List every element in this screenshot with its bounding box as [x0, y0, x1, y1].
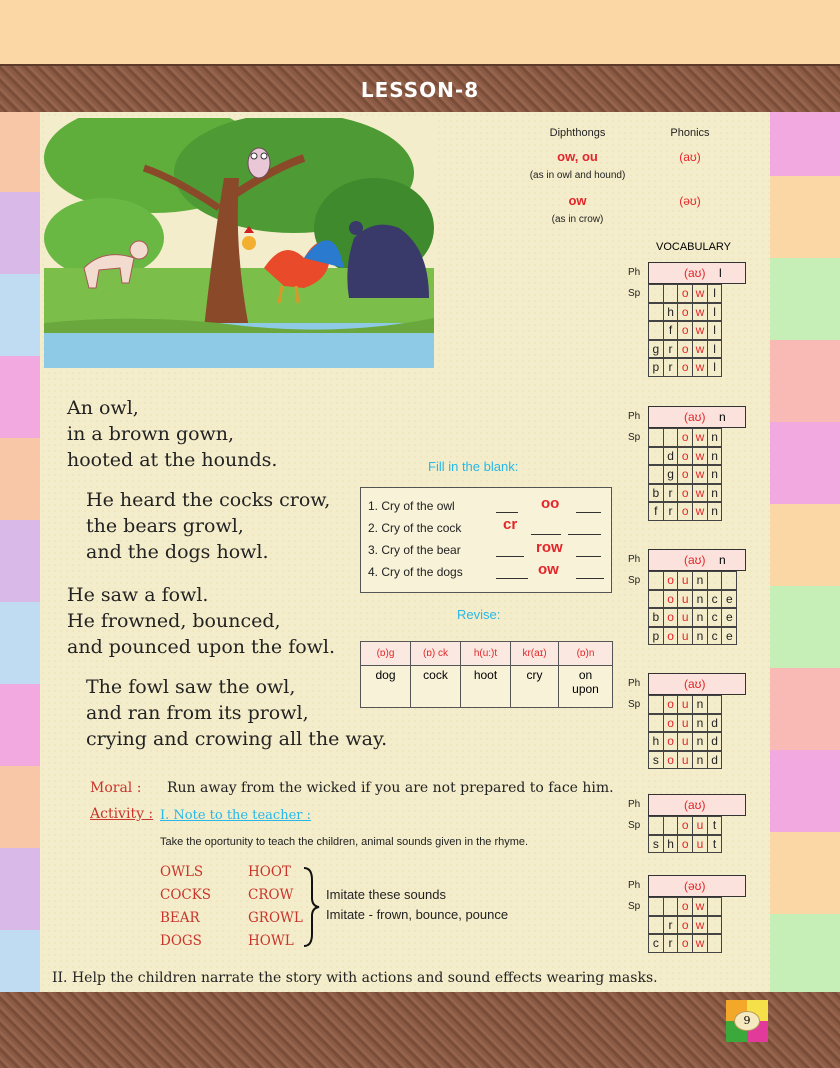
vocab-row [648, 321, 721, 340]
right-stripe-9 [770, 750, 840, 832]
vocab-row [648, 627, 736, 646]
narrate-instruction: II. Help the children narrate the story with actions and sound effects wearing masks. [52, 970, 658, 986]
vocab-letter [648, 916, 664, 935]
vocab-letter: g [663, 465, 679, 484]
poem-line: An owl, [67, 397, 139, 419]
vocab-letter: d [707, 751, 723, 770]
vocab-letter: c [707, 608, 723, 627]
vocab-sp-label: Sp [628, 575, 641, 586]
animal-owls: OWLS [160, 864, 204, 880]
vocab-letter: e [721, 608, 737, 627]
story-illustration [44, 118, 434, 368]
fill-line-1: 1. Cry of the owl [368, 499, 455, 513]
vocab-letter: d [707, 732, 723, 751]
vocab-phonic: (aʊ) [684, 798, 706, 812]
vocab-letter [648, 714, 664, 733]
vocab-letter: w [692, 303, 708, 322]
vocab-letter: d [707, 714, 723, 733]
poem-line: hooted at the hounds. [67, 449, 278, 471]
left-stripe-8 [0, 684, 40, 766]
vocab-letter: e [721, 590, 737, 609]
fill-blank-box [360, 487, 612, 593]
vocab-letter: o [663, 751, 679, 770]
vocab-letter: w [692, 284, 708, 303]
vocab-letter: u [692, 835, 708, 854]
vocab-letter [721, 571, 737, 590]
vocab-phonic-header [648, 406, 746, 428]
revise-value: cry [511, 666, 559, 708]
vocab-letter [648, 428, 664, 447]
vocab-row [648, 465, 721, 484]
diphthongs-heading: Diphthongs [549, 127, 606, 139]
vocab-phonic-tail: n [719, 410, 726, 424]
vocab-row [648, 897, 721, 916]
vocab-letter: n [707, 447, 723, 466]
vocab-row [648, 484, 721, 503]
right-stripe-7 [770, 586, 840, 668]
vocab-letter: p [648, 627, 664, 646]
vocab-row [648, 714, 721, 733]
vocab-letter: n [692, 751, 708, 770]
diphthong-spelling-1: ow, ou [557, 149, 598, 164]
revise-value-on [559, 666, 613, 708]
vocab-letter [648, 695, 664, 714]
vocab-letter: w [692, 934, 708, 953]
vocab-letter [648, 303, 664, 322]
left-stripe-4 [0, 356, 40, 438]
right-stripe-11 [770, 914, 840, 994]
vocab-spelling-grid [648, 571, 736, 645]
vocab-letter: d [663, 447, 679, 466]
right-stripe-8 [770, 668, 840, 750]
vocab-letter: w [692, 321, 708, 340]
vocab-letter: b [648, 608, 664, 627]
vocab-letter: h [648, 732, 664, 751]
vocab-letter: o [663, 732, 679, 751]
vocab-letter: t [707, 835, 723, 854]
revise-header: (ɒ) ck [411, 642, 461, 666]
animal-bear: BEAR [160, 910, 200, 926]
fill-word-1: oo [541, 495, 560, 512]
right-stripe-4 [770, 340, 840, 422]
blank-line [576, 556, 601, 557]
vocab-sp-label: Sp [628, 901, 641, 912]
poem-line: The fowl saw the owl, [86, 676, 296, 698]
vocab-sp-label: Sp [628, 432, 641, 443]
vocab-letter: r [663, 916, 679, 935]
fill-word-4: ow [538, 561, 559, 578]
vocab-letter: c [707, 627, 723, 646]
moral-label: Moral : [90, 780, 142, 796]
vocab-row [648, 732, 721, 751]
blank-line [496, 512, 518, 513]
vocab-letter [707, 916, 723, 935]
vocab-letter: h [663, 835, 679, 854]
vocab-letter: n [707, 502, 723, 521]
vocab-letter [707, 897, 723, 916]
vocab-letter: o [677, 916, 693, 935]
fill-line-3: 3. Cry of the bear [368, 543, 461, 557]
diphthong-phonic-1: (aʊ) [679, 150, 701, 164]
left-stripe-11 [0, 930, 40, 994]
vocab-letter [648, 897, 664, 916]
poem-stanza-1 [67, 395, 277, 473]
left-stripe-9 [0, 766, 40, 848]
vocab-ph-label: Ph [628, 799, 641, 810]
sound-howl: HOWL [248, 933, 294, 949]
blank-line [576, 578, 604, 579]
right-stripe-3 [770, 258, 840, 340]
vocab-letter: u [677, 608, 693, 627]
vocab-row [648, 284, 721, 303]
poem-stanza-4 [86, 674, 387, 752]
diphthong-phonic-2: (əʊ) [679, 194, 701, 208]
vocab-letter: o [677, 835, 693, 854]
vocab-phonic: (əʊ) [684, 879, 706, 893]
page-number: 9 [734, 1011, 760, 1031]
vocab-phonic: (aʊ) [684, 266, 706, 280]
vocab-letter: s [648, 835, 664, 854]
vocab-letter [707, 571, 723, 590]
vocab-letter: o [677, 303, 693, 322]
vocab-row [648, 608, 736, 627]
vocab-letter: o [663, 590, 679, 609]
owl-icon [248, 148, 270, 178]
poem-line: and pounced upon the fowl. [67, 636, 336, 658]
vocab-letter: l [707, 340, 723, 359]
vocab-letter: r [663, 484, 679, 503]
vocab-row [648, 934, 721, 953]
vocab-letter: o [677, 502, 693, 521]
vocab-letter: s [648, 751, 664, 770]
vocab-letter: o [677, 897, 693, 916]
vocab-letter: l [707, 284, 723, 303]
vocab-phonic-header [648, 673, 746, 695]
blank-line [496, 578, 528, 579]
poem-line: the bears growl, [86, 515, 244, 537]
vocab-letter: l [707, 303, 723, 322]
vocab-row [648, 695, 721, 714]
vocab-letter: n [707, 428, 723, 447]
vocab-letter: c [648, 934, 664, 953]
vocab-letter: o [677, 465, 693, 484]
vocab-letter: o [677, 340, 693, 359]
left-stripe-3 [0, 274, 40, 356]
fill-line-4: 4. Cry of the dogs [368, 565, 463, 579]
vocab-ph-label: Ph [628, 554, 641, 565]
vocab-phonic-tail: n [719, 553, 726, 567]
revise-title: Revise: [457, 607, 501, 622]
vocab-letter: n [692, 571, 708, 590]
vocab-letter: c [707, 590, 723, 609]
vocab-letter [648, 571, 664, 590]
vocab-letter: r [663, 340, 679, 359]
curly-brace-icon [300, 866, 322, 948]
vocab-spelling-grid [648, 284, 721, 377]
vocab-letter [648, 816, 664, 835]
note-text: Take the oportunity to teach the children, animal sounds given in the rhyme. [160, 836, 529, 848]
vocab-letter: o [677, 447, 693, 466]
vocab-letter: w [692, 916, 708, 935]
vocab-letter [648, 447, 664, 466]
vocab-letter: f [663, 321, 679, 340]
vocab-phonic-header [648, 262, 746, 284]
imitate-sounds: Imitate these sounds [326, 887, 446, 902]
vocab-letter: n [707, 484, 723, 503]
poem-stanza-3 [67, 582, 335, 660]
vocab-letter: n [692, 714, 708, 733]
activity-label: Activity : [90, 806, 154, 822]
vocab-row [648, 428, 721, 447]
vocab-spelling-grid [648, 695, 721, 769]
vocab-letter [663, 816, 679, 835]
vocab-letter: n [692, 608, 708, 627]
vocab-phonic: (aʊ) [684, 410, 706, 424]
vocab-phonic-header [648, 794, 746, 816]
revise-value: hoot [461, 666, 511, 708]
vocab-letter [648, 465, 664, 484]
revise-value-extra: upon [572, 682, 599, 696]
vocab-letter: e [721, 627, 737, 646]
vocab-letter: n [692, 590, 708, 609]
vocab-letter: n [692, 695, 708, 714]
left-stripe-2 [0, 192, 40, 274]
vocab-letter: o [677, 484, 693, 503]
sound-hoot: HOOT [248, 864, 291, 880]
revise-header: (ɒ)n [559, 642, 613, 666]
vocab-letter: o [663, 627, 679, 646]
vocab-letter [663, 428, 679, 447]
vocab-letter: f [648, 502, 664, 521]
vocab-row [648, 816, 721, 835]
vocab-ph-label: Ph [628, 880, 641, 891]
vocab-letter: u [677, 571, 693, 590]
vocab-spelling-grid [648, 816, 721, 853]
lesson-title: LESSON-8 [360, 78, 480, 102]
vocab-letter: o [677, 428, 693, 447]
bottom-band [0, 992, 840, 1068]
left-stripe-6 [0, 520, 40, 602]
vocab-letter: g [648, 340, 664, 359]
poem-line: in a brown gown, [67, 423, 235, 445]
vocab-letter: t [707, 816, 723, 835]
vocab-letter [648, 284, 664, 303]
blank-line [496, 556, 524, 557]
animal-dogs: DOGS [160, 933, 202, 949]
vocab-ph-label: Ph [628, 678, 641, 689]
right-stripe-6 [770, 504, 840, 586]
revise-header: h(u:)t [461, 642, 511, 666]
vocab-letter: o [663, 714, 679, 733]
vocab-letter: o [677, 358, 693, 377]
poem-line: He heard the cocks crow, [86, 489, 331, 511]
vocab-row [648, 358, 721, 377]
vocab-row [648, 502, 721, 521]
vocab-sp-label: Sp [628, 699, 641, 710]
revise-value: on [578, 668, 593, 682]
vocab-row [648, 340, 721, 359]
vocab-phonic: (aʊ) [684, 677, 706, 691]
revise-table [360, 641, 613, 708]
blank-line [576, 512, 601, 513]
vocab-row [648, 835, 721, 854]
vocabulary-title: VOCABULARY [656, 241, 731, 253]
vocab-letter: o [663, 608, 679, 627]
left-stripe-10 [0, 848, 40, 930]
note-title: I. Note to the teacher : [160, 808, 311, 823]
vocab-letter: p [648, 358, 664, 377]
diphthong-spelling-2: ow [568, 193, 587, 208]
vocab-letter: n [692, 732, 708, 751]
poem-line: He saw a fowl. [67, 584, 209, 606]
revise-value: dog [361, 666, 411, 708]
revise-value: cock [411, 666, 461, 708]
left-stripe-7 [0, 602, 40, 684]
vocab-letter: l [707, 358, 723, 377]
vocab-letter: l [707, 321, 723, 340]
top-band [0, 0, 840, 64]
vocab-letter: w [692, 465, 708, 484]
poem-line: crying and crowing all the way. [86, 728, 388, 750]
vocab-letter: u [677, 714, 693, 733]
right-stripe-5 [770, 422, 840, 504]
vocab-letter: r [663, 358, 679, 377]
right-stripe-2 [770, 176, 840, 258]
vocab-letter: n [707, 465, 723, 484]
vocab-ph-label: Ph [628, 267, 641, 278]
vocab-letter: o [677, 816, 693, 835]
vocab-letter [648, 321, 664, 340]
blank-line [531, 534, 561, 535]
vocab-letter [707, 695, 723, 714]
vocab-letter: w [692, 428, 708, 447]
vocab-letter [648, 590, 664, 609]
diphthong-note-2: (as in crow) [551, 214, 604, 225]
vocab-letter: u [677, 695, 693, 714]
left-stripe-1 [0, 112, 40, 192]
poem-line: He frowned, bounced, [67, 610, 281, 632]
vocab-letter: o [663, 695, 679, 714]
animal-cocks: COCKS [160, 887, 212, 903]
poem-line: and the dogs howl. [86, 541, 269, 563]
poem-line: and ran from its prowl, [86, 702, 309, 724]
vocab-letter: w [692, 340, 708, 359]
vocab-sp-label: Sp [628, 820, 641, 831]
phonics-heading: Phonics [670, 127, 710, 139]
fill-word-3: row [536, 539, 563, 556]
left-stripe-5 [0, 438, 40, 520]
vocab-letter: r [663, 934, 679, 953]
diphthong-note-1: (as in owl and hound) [529, 170, 626, 181]
vocab-phonic: (aʊ) [684, 553, 706, 567]
fill-line-2: 2. Cry of the cock [368, 521, 462, 535]
vocab-letter: o [677, 284, 693, 303]
sound-crow: CROW [248, 887, 294, 903]
vocab-row [648, 303, 721, 322]
right-stripe-10 [770, 832, 840, 914]
vocab-ph-label: Ph [628, 411, 641, 422]
vocab-spelling-grid [648, 428, 721, 521]
vocab-letter: w [692, 358, 708, 377]
imitate-actions: Imitate - frown, bounce, pounce [326, 907, 509, 922]
vocab-letter: u [692, 816, 708, 835]
vocab-letter: w [692, 897, 708, 916]
vocab-letter: r [663, 502, 679, 521]
vocab-letter: w [692, 484, 708, 503]
vocab-letter: o [663, 571, 679, 590]
vocab-letter: u [677, 751, 693, 770]
fill-blank-title: Fill in the blank: [428, 459, 519, 474]
vocab-letter [663, 897, 679, 916]
vocab-phonic-tail: l [719, 266, 722, 280]
vocab-letter: b [648, 484, 664, 503]
vocab-letter [707, 934, 723, 953]
revise-header: (ɒ)g [361, 642, 411, 666]
vocab-spelling-grid [648, 897, 721, 953]
vocab-letter: u [677, 732, 693, 751]
vocab-row [648, 751, 721, 770]
vocab-row [648, 916, 721, 935]
moral-text: Run away from the wicked if you are not prepared to face him. [167, 780, 614, 796]
vocab-row [648, 447, 721, 466]
vocab-row [648, 571, 736, 590]
fill-word-2: cr [503, 516, 518, 533]
vocab-phonic-header [648, 549, 746, 571]
vocab-letter: h [663, 303, 679, 322]
vocab-letter: n [692, 627, 708, 646]
vocab-letter: w [692, 502, 708, 521]
vocab-row [648, 590, 736, 609]
vocab-phonic-header [648, 875, 746, 897]
vocab-letter: u [677, 627, 693, 646]
vocab-letter: u [677, 590, 693, 609]
revise-header: kr(aɪ) [511, 642, 559, 666]
vocab-letter: o [677, 321, 693, 340]
vocab-letter: w [692, 447, 708, 466]
sound-growl: GROWL [248, 910, 303, 926]
poem-stanza-2 [86, 487, 330, 565]
vocab-letter [663, 284, 679, 303]
blank-line [568, 534, 601, 535]
vocab-letter: o [677, 934, 693, 953]
right-stripe-1 [770, 112, 840, 176]
vocab-sp-label: Sp [628, 288, 641, 299]
